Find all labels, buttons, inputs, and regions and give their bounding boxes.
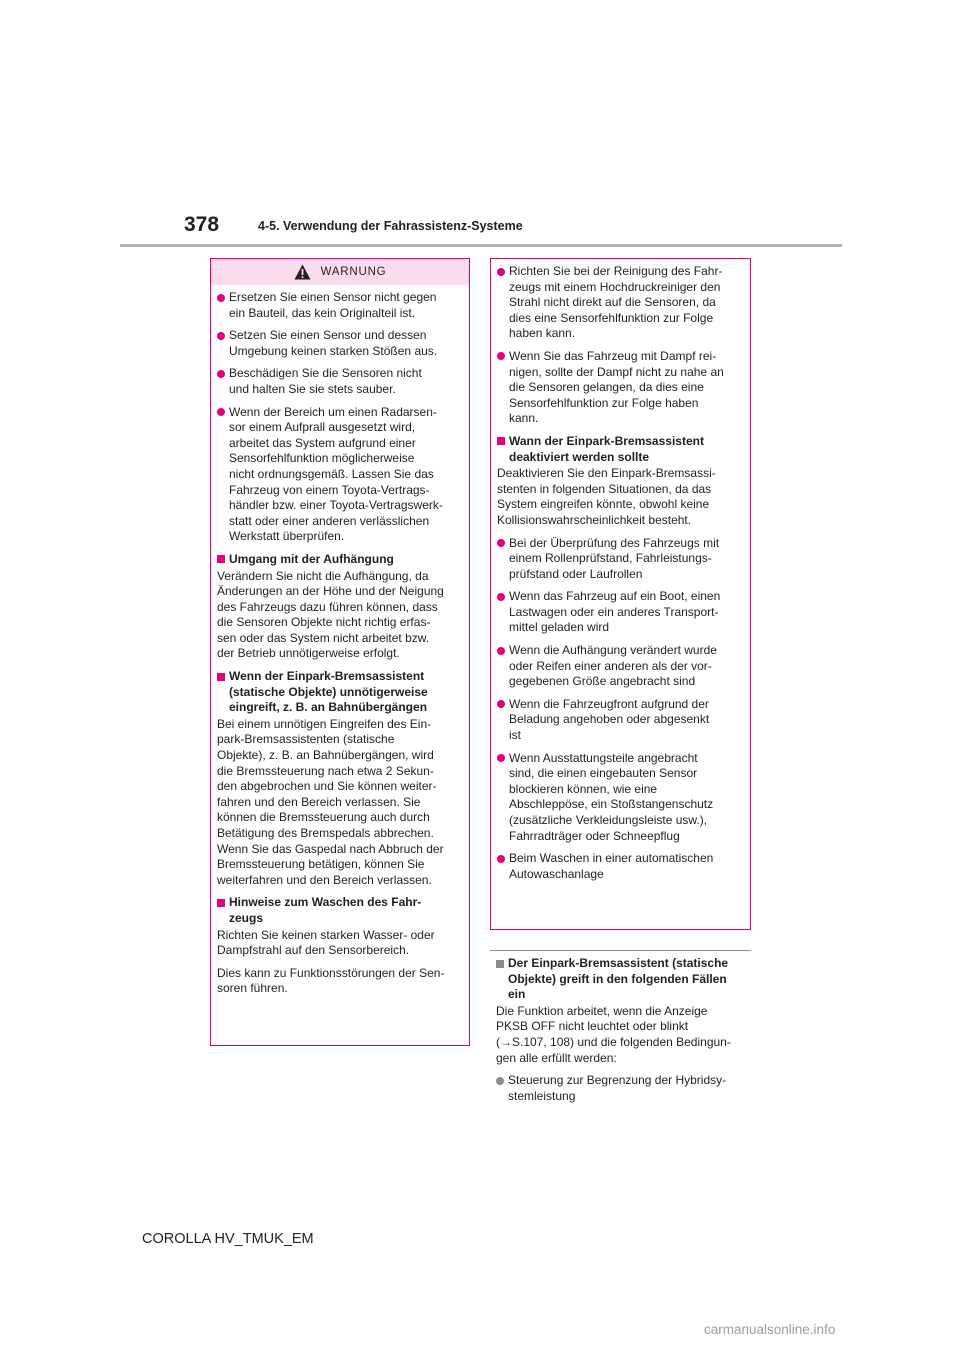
square-bullet-icon bbox=[217, 555, 225, 563]
line: Fahrzeug von einem Toyota-Vertrags- bbox=[229, 482, 430, 497]
warning-title: WARNUNG bbox=[320, 266, 387, 278]
condition-bullet bbox=[496, 1073, 748, 1104]
warning-bullet bbox=[497, 589, 745, 636]
line: prüfstand oder Laufrollen bbox=[509, 566, 643, 581]
header-rule bbox=[120, 244, 842, 247]
warning-bullet bbox=[217, 366, 464, 397]
bullet-icon bbox=[496, 1077, 504, 1085]
line: nicht ordnungsgemäß. Lassen Sie das bbox=[229, 466, 434, 481]
line: Umgang mit der Aufhängung bbox=[229, 551, 394, 566]
line: (→S.107, 108) und die folgenden Bedingun- bbox=[496, 1034, 731, 1049]
warning-bullet bbox=[497, 349, 745, 427]
warning-content bbox=[217, 290, 464, 1004]
line: soren führen. bbox=[217, 981, 288, 996]
line: Autowaschanlage bbox=[509, 866, 604, 881]
warning-header bbox=[211, 259, 469, 285]
line: Bei einem unnötigen Eingreifen des Ein- bbox=[217, 716, 432, 731]
warning-bullet bbox=[497, 851, 745, 882]
line: gen alle erfüllt werden: bbox=[496, 1050, 617, 1065]
bullet-icon bbox=[497, 593, 505, 601]
line: sor einem Aufprall ausgesetzt wird, bbox=[229, 420, 416, 435]
line: Beladung angehoben oder abgesenkt bbox=[509, 712, 710, 727]
line: (zusätzliche Verkleidungsleiste usw.), bbox=[509, 813, 708, 827]
line: Strahl nicht direkt auf die Sensoren, da bbox=[509, 295, 716, 310]
line: händler bzw. einer Toyota-Vertragswerk- bbox=[229, 498, 443, 513]
page-number: 378 bbox=[184, 213, 220, 236]
line: und halten Sie sie stets sauber. bbox=[229, 381, 396, 396]
line: Wenn der Bereich um einen Radarsen- bbox=[229, 404, 437, 419]
line: Ersetzen Sie einen Sensor nicht gegen bbox=[229, 290, 437, 304]
square-bullet-icon bbox=[217, 673, 225, 681]
line: des Fahrzeugs dazu führen können, dass bbox=[217, 599, 438, 614]
washing-text bbox=[217, 966, 464, 997]
bullet-icon bbox=[497, 754, 505, 762]
deactivate-heading bbox=[497, 434, 745, 465]
line: Beschädigen Sie die Sensoren nicht bbox=[229, 366, 422, 381]
line: Wenn Sie das Gaspedal nach Abbruch der bbox=[217, 841, 444, 856]
line: Objekte) greift in den folgenden Fällen bbox=[508, 971, 727, 986]
line: Richten Sie keinen starken Wasser- oder bbox=[217, 927, 435, 942]
line: Der Einpark-Bremsassistent (statische bbox=[508, 956, 729, 970]
bullet-icon bbox=[217, 332, 225, 340]
line: Betätigung des Bremspedals abbrechen. bbox=[217, 826, 434, 840]
bullet-icon bbox=[497, 855, 505, 863]
line: Bremssteuerung betätigen, können Sie bbox=[217, 857, 425, 872]
suspension-heading bbox=[217, 552, 464, 568]
square-bullet-icon bbox=[496, 960, 504, 968]
line: haben kann. bbox=[509, 326, 576, 341]
line: Abschleppöse, ein Stoßstangenschutz bbox=[509, 797, 714, 812]
line: Kollisionswahrscheinlichkeit besteht. bbox=[497, 512, 692, 527]
operation-conditions-heading bbox=[496, 956, 748, 1003]
operation-conditions-text bbox=[496, 1004, 748, 1066]
line: der Betrieb unnötigerweise erfolgt. bbox=[217, 646, 400, 661]
line: Steuerung zur Begrenzung der Hybridsy- bbox=[508, 1073, 727, 1088]
section-title: 4-5. Verwendung der Fahrassistenz-Systeme bbox=[258, 219, 523, 233]
line: die Sensoren Objekte nicht richtig erfas- bbox=[217, 615, 431, 630]
line: (statische Objekte) unnötigerweise bbox=[229, 684, 428, 699]
line: Wenn die Fahrzeugfront aufgrund der bbox=[509, 696, 709, 711]
line: gegebenen Größe angebracht sind bbox=[509, 674, 696, 689]
line: Hinweise zum Waschen des Fahr- bbox=[229, 895, 422, 910]
line: Änderungen an der Höhe und der Neigung bbox=[217, 584, 444, 599]
line: arbeitet das System aufgrund einer bbox=[229, 435, 416, 450]
bullet-icon bbox=[497, 700, 505, 708]
line: Verändern Sie nicht die Aufhängung, da bbox=[217, 568, 429, 583]
line: Setzen Sie einen Sensor und dessen bbox=[229, 328, 427, 343]
line: Lastwagen oder ein anderes Transport- bbox=[509, 604, 719, 619]
line: Wenn die Aufhängung verändert wurde bbox=[509, 643, 717, 658]
warning-bullet bbox=[217, 405, 464, 545]
bullet-icon bbox=[497, 352, 505, 360]
line: statt oder einer anderen verlässlichen bbox=[229, 513, 430, 528]
line: Die Funktion arbeitet, wenn die Anzeige bbox=[496, 1003, 708, 1018]
line: die Sensoren gelangen, da dies eine bbox=[509, 380, 704, 395]
line: eingreift, z. B. an Bahnübergängen bbox=[229, 700, 428, 715]
warning-bullet bbox=[497, 536, 745, 583]
line: Objekte), z. B. an Bahnübergängen, wird bbox=[217, 748, 434, 763]
warning-bullet bbox=[497, 264, 745, 342]
line: Wenn Ausstattungsteile angebracht bbox=[509, 750, 698, 765]
line: Sensorfehlfunktion zur Folge haben bbox=[509, 395, 699, 410]
bullet-icon bbox=[497, 647, 505, 655]
line: Fahrradträger oder Schneepflug bbox=[509, 828, 680, 843]
line: PKSB OFF nicht leuchtet oder blinkt bbox=[496, 1019, 689, 1034]
line: Umgebung keinen starken Stößen aus. bbox=[229, 343, 438, 358]
line: oder Reifen einer anderen als der vor- bbox=[509, 658, 712, 673]
line: Wann der Einpark-Bremsassistent bbox=[509, 433, 704, 448]
line: stemleistung bbox=[508, 1088, 576, 1103]
warning-box-continued bbox=[490, 258, 751, 930]
line: die Bremssteuerung nach etwa 2 Sekun- bbox=[217, 763, 434, 778]
warning-content-continued bbox=[497, 264, 745, 889]
line: Wenn der Einpark-Bremsassistent bbox=[229, 669, 425, 684]
line: sen oder das System nicht arbeitet bzw. bbox=[217, 630, 430, 645]
line: können die Bremssteuerung auch durch bbox=[217, 810, 430, 825]
washing-heading bbox=[217, 895, 464, 926]
unnecessary-intervention-text bbox=[217, 717, 464, 889]
line: einem Rollenprüfstand, Fahrleistungs- bbox=[509, 551, 712, 566]
line: blockieren können, wie eine bbox=[509, 781, 658, 796]
line: park-Bremsassistenten (statische bbox=[217, 732, 395, 747]
line: sind, die einen eingebauten Sensor bbox=[509, 766, 698, 781]
washing-text bbox=[217, 928, 464, 959]
bullet-icon bbox=[497, 539, 505, 547]
line: kann. bbox=[509, 411, 539, 426]
bullet-icon bbox=[217, 294, 225, 302]
line: mittel geladen wird bbox=[509, 620, 610, 635]
line: den abgebrochen und Sie können weiter- bbox=[217, 779, 437, 794]
line: Bei der Überprüfung des Fahrzeugs mit bbox=[509, 535, 720, 550]
line: zeugs mit einem Hochdruckreiniger den bbox=[509, 279, 721, 294]
warning-bullet bbox=[217, 328, 464, 359]
line: Wenn Sie das Fahrzeug mit Dampf rei- bbox=[509, 348, 717, 363]
bullet-icon bbox=[217, 408, 225, 416]
line: ist bbox=[509, 728, 521, 743]
line: ein Bauteil, das kein Originalteil ist. bbox=[229, 305, 416, 320]
suspension-text bbox=[217, 569, 464, 663]
line: zeugs bbox=[229, 910, 264, 925]
bullet-icon bbox=[497, 268, 505, 276]
line: Wenn das Fahrzeug auf ein Boot, einen bbox=[509, 589, 721, 604]
warning-bullet bbox=[497, 643, 745, 690]
line: weiterfahren und den Bereich verlassen. bbox=[217, 872, 432, 887]
line: fahren und den Bereich verlassen. Sie bbox=[217, 794, 421, 809]
warning-bullet bbox=[217, 290, 464, 321]
line: Sensorfehlfunktion möglicherweise bbox=[229, 451, 415, 466]
operation-conditions-section bbox=[496, 956, 748, 1111]
warning-box bbox=[210, 258, 470, 1046]
section-divider bbox=[490, 950, 751, 951]
warning-bullet bbox=[497, 697, 745, 744]
bullet-icon bbox=[217, 370, 225, 378]
line: Dampfstrahl auf den Sensorbereich. bbox=[217, 943, 410, 958]
line: Beim Waschen in einer automatischen bbox=[509, 851, 714, 866]
model-code: COROLLA HV_TMUK_EM bbox=[142, 1231, 314, 1247]
deactivate-text bbox=[497, 466, 745, 528]
watermark: carmanualsonline.info bbox=[704, 1322, 836, 1337]
line: nigen, sollte der Dampf nicht zu nahe an bbox=[509, 364, 724, 379]
warning-bullet bbox=[497, 751, 745, 845]
line: Deaktivieren Sie den Einpark-Bremsassi- bbox=[497, 466, 716, 481]
warning-triangle-icon bbox=[294, 264, 311, 280]
line: ein bbox=[508, 987, 526, 1002]
square-bullet-icon bbox=[217, 899, 225, 907]
line: Richten Sie bei der Reinigung des Fahr- bbox=[509, 264, 723, 278]
square-bullet-icon bbox=[497, 437, 505, 445]
line: Werkstatt überprüfen. bbox=[229, 529, 345, 544]
line: deaktiviert werden sollte bbox=[509, 449, 650, 464]
line: stenten in folgenden Situationen, da das bbox=[497, 481, 712, 496]
line: System eingreifen könnte, obwohl keine bbox=[497, 497, 710, 512]
unnecessary-intervention-heading bbox=[217, 669, 464, 716]
line: Dies kann zu Funktionsstörungen der Sen- bbox=[217, 965, 445, 980]
line: dies eine Sensorfehlfunktion zur Folge bbox=[509, 310, 714, 325]
